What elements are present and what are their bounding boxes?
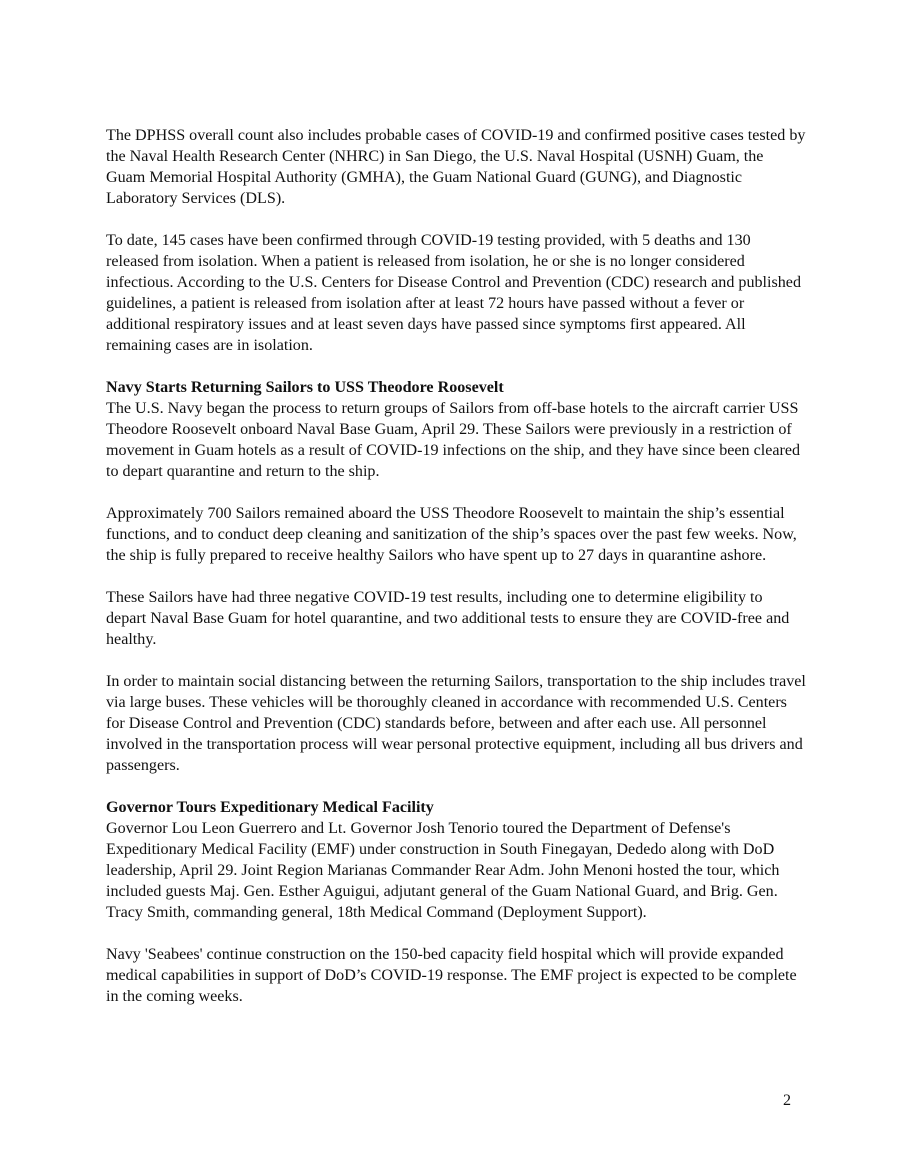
- document-body: [106, 125, 806, 1028]
- page-number: 2: [783, 1092, 792, 1109]
- navy-paragraph-2: Approximately 700 Sailors remained aboard the USS Theodore Roosevelt to maintain the ship’s essential functions, and to conduct deep cleaning and sanitization of the ship’s spaces over the past few weeks. Now, the ship is fully prepared to receive healthy Sailors who have spent up to 27 days in quarantine ashore.: [106, 505, 797, 564]
- navy-section-heading: Navy Starts Returning Sailors to USS Theodore Roosevelt: [106, 379, 504, 396]
- intro-paragraph-2: To date, 145 cases have been confirmed through COVID-19 testing provided, with 5 deaths and 130 released from isolation. When a patient is released from isolation, he or she is no longer considered infectious. According to the U.S. Centers for Disease Control and Prevention (CDC) research and published guidelines, a patient is released from isolation after at least 72 hours have passed without a fever or additional respiratory issues and at least seven days have passed since symptoms first appeared. All remaining cases are in isolation.: [106, 232, 802, 354]
- governor-paragraph-1: Governor Lou Leon Guerrero and Lt. Governor Josh Tenorio toured the Department of Defense's Expeditionary Medical Facility (EMF) under construction in South Finegayan, Dededo along with DoD leadership, April 29. Joint Region Marianas Commander Rear Adm. John Menoni hosted the tour, which included guests Maj. Gen. Esther Aguigui, adjutant general of the Guam National Guard, and Brig. Gen. Tracy Smith, commanding general, 18th Medical Command (Deployment Support).: [106, 820, 780, 921]
- navy-paragraph-4: In order to maintain social distancing between the returning Sailors, transportation to the ship includes travel via large buses. These vehicles will be thoroughly cleaned in accordance with recommended U.S. Centers for Disease Control and Prevention (CDC) standards before, between and after each use. All personnel involved in the transportation process will wear personal protective equipment, including all bus drivers and passengers.: [106, 673, 806, 774]
- intro-paragraph-1: The DPHSS overall count also includes probable cases of COVID-19 and confirmed positive cases tested by the Naval Health Research Center (NHRC) in San Diego, the U.S. Naval Hospital (USNH) Guam, the Guam Memorial Hospital Authority (GMHA), the Guam National Guard (GUNG), and Diagnostic Laboratory Services (DLS).: [106, 127, 806, 207]
- governor-paragraph-2: Navy 'Seabees' continue construction on the 150-bed capacity field hospital which will provide expanded medical capabilities in support of DoD’s COVID-19 response. The EMF project is expected to be complete in the coming weeks.: [106, 946, 797, 1005]
- navy-paragraph-1: The U.S. Navy began the process to return groups of Sailors from off-base hotels to the aircraft carrier USS Theodore Roosevelt onboard Naval Base Guam, April 29. These Sailors were previously in a restriction of movement in Guam hotels as a result of COVID-19 infections on the ship, and they have since been cleared to depart quarantine and return to the ship.: [106, 400, 801, 480]
- governor-section-heading: Governor Tours Expeditionary Medical Facility: [106, 799, 434, 816]
- navy-paragraph-3: These Sailors have had three negative COVID-19 test results, including one to determine eligibility to depart Naval Base Guam for hotel quarantine, and two additional tests to ensure they are COVID-free and healthy.: [106, 589, 790, 648]
